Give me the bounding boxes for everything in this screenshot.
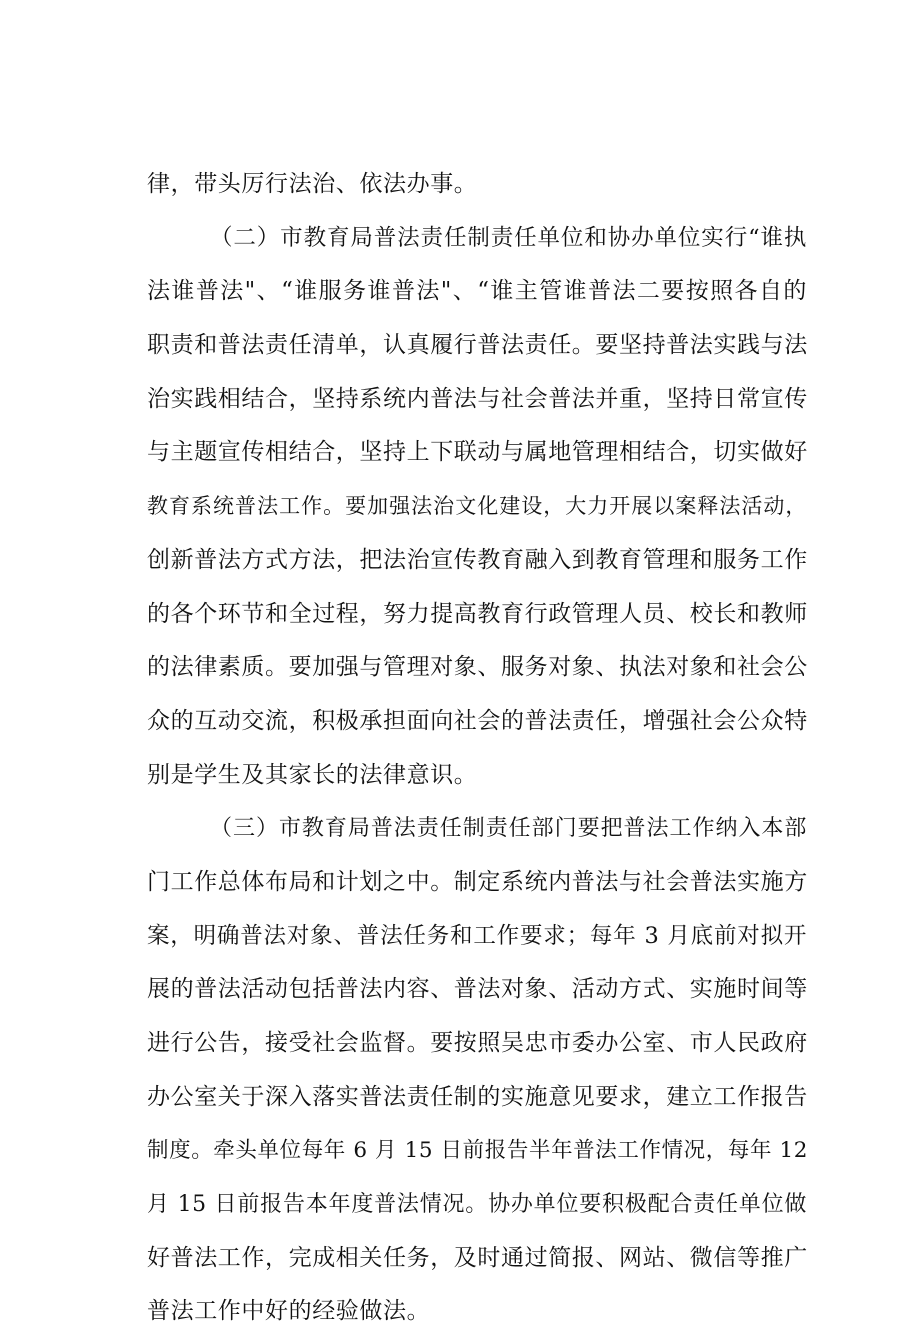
text-line: 案，明确普法对象、普法任务和工作要求；每年 3 月底前对拟开 [147, 922, 807, 949]
document-body [147, 158, 807, 1339]
text-line: 别是学生及其家长的法律意识。 [147, 761, 478, 788]
text-line: 普法工作中好的经验做法。 [147, 1298, 431, 1325]
text-line: 治实践相结合，坚持系统内普法与社会普法并重，坚持日常宣传 [147, 385, 808, 412]
text-line: 办公室关于深入落实普法责任制的实施意见要求，建立工作报告 [147, 1083, 808, 1110]
text-line: 与主题宣传相结合，坚持上下联动与属地管理相结合，切实做好 [147, 439, 808, 466]
text-line: 月 15 日前报告本年度普法情况。协办单位要积极配合责任单位做 [147, 1192, 807, 1218]
text-line: 众的互动交流，积极承担面向社会的普法责任，增强社会公众特 [147, 707, 808, 734]
text-line: （三）市教育局普法责任制责任部门要把普法工作纳入本部 [210, 816, 807, 842]
text-line: 门工作总体布局和计划之中。制定系统内普法与社会普法实施方 [147, 868, 808, 895]
text-line: 好普法工作，完成相关任务，及时通过简报、网站、微信等推广 [147, 1244, 808, 1271]
text-line: 职责和普法责任清单，认真履行普法责任。要坚持普法实践与法 [147, 332, 808, 359]
text-line: 的法律素质。要加强与管理对象、服务对象、执法对象和社会公 [147, 654, 808, 681]
text-line: 的各个环节和全过程，努力提高教育行政管理人员、校长和教师 [147, 600, 808, 627]
text-line: 教育系统普法工作。要加强法治文化建设，大力开展以案释法活动， [147, 494, 807, 519]
text-line: 展的普法活动包括普法内容、普法对象、活动方式、实施时间等 [147, 976, 808, 1003]
text-line: 进行公告，接受社会监督。要按照吴忠市委办公室、市人民政府 [147, 1030, 808, 1056]
text-line: 创新普法方式方法，把法治宣传教育融入到教育管理和服务工作 [147, 546, 808, 573]
text-line: 法谁普法"、“谁服务谁普法"、“谁主管谁普法二要按照各自的 [147, 278, 807, 305]
text-line: （二）市教育局普法责任制责任单位和协办单位实行“谁执 [210, 224, 807, 251]
text-line: 制度。牵头单位每年 6 月 15 日前报告半年普法工作情况，每年 12 [147, 1138, 809, 1164]
text-line: 律，带头厉行法治、依法办事。 [147, 171, 478, 197]
